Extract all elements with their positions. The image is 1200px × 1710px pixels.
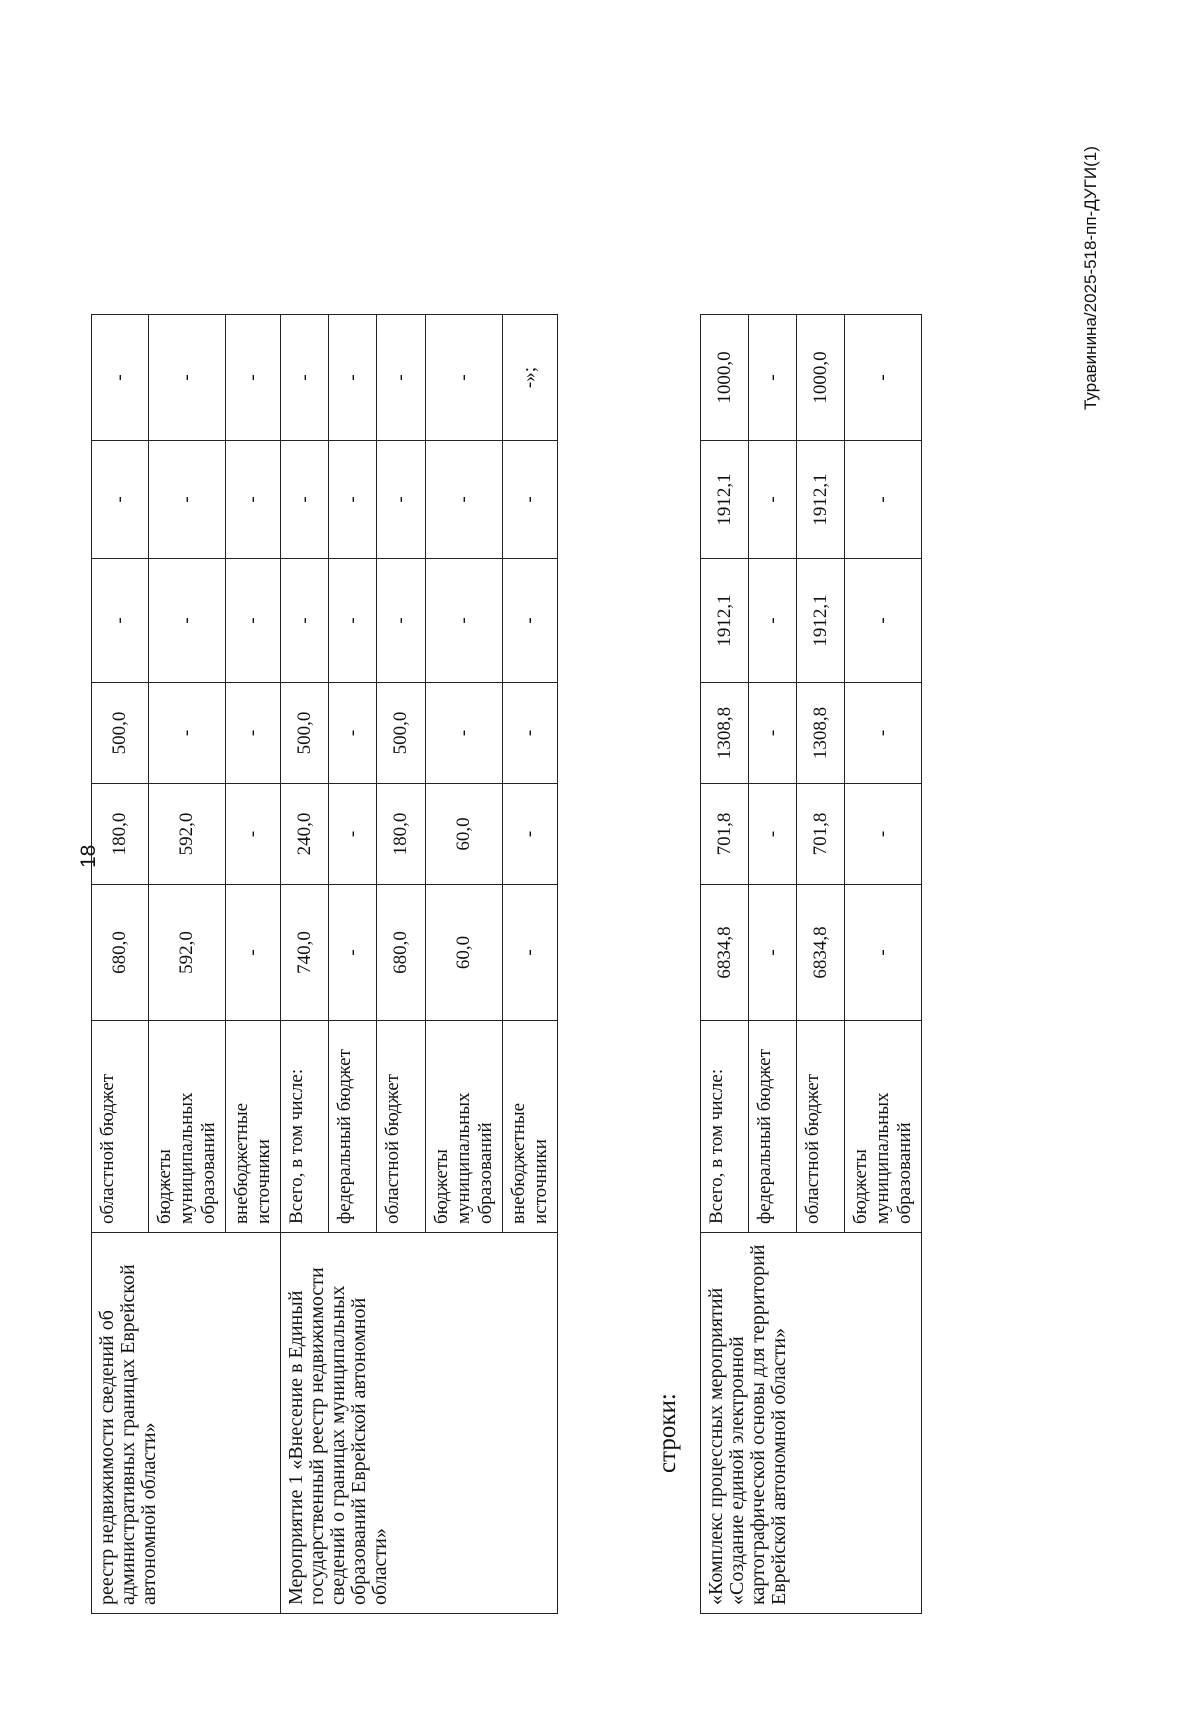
value-cell: - bbox=[377, 441, 426, 559]
value-cell: 6834,8 bbox=[701, 885, 749, 1021]
value-cell: - bbox=[503, 683, 558, 784]
value-cell: 1000,0 bbox=[701, 315, 749, 441]
value-cell: - bbox=[281, 441, 329, 559]
value-cell: 701,8 bbox=[701, 784, 749, 885]
value-cell: - bbox=[226, 784, 281, 885]
value-cell: 500,0 bbox=[377, 683, 426, 784]
value-cell: - bbox=[226, 885, 281, 1021]
value-cell: - bbox=[149, 559, 226, 683]
funding-source: областной бюджет bbox=[797, 1021, 845, 1233]
value-cell: 680,0 bbox=[377, 885, 426, 1021]
table-row bbox=[281, 315, 329, 1614]
value-cell: - bbox=[749, 315, 797, 441]
value-cell: - bbox=[845, 683, 922, 784]
value-cell: 1912,1 bbox=[701, 559, 749, 683]
value-cell: - bbox=[226, 683, 281, 784]
value-cell: 1912,1 bbox=[797, 441, 845, 559]
value-cell: 1308,8 bbox=[797, 683, 845, 784]
value-cell: 180,0 bbox=[92, 784, 149, 885]
value-cell: - bbox=[503, 885, 558, 1021]
budget-table-new-rows bbox=[700, 314, 922, 1614]
value-cell: -»; bbox=[503, 315, 558, 441]
value-cell: - bbox=[426, 441, 503, 559]
value-cell: 1308,8 bbox=[701, 683, 749, 784]
funding-source: бюджеты муниципальных образований bbox=[149, 1021, 226, 1233]
budget-table-continued bbox=[91, 314, 558, 1614]
value-cell: - bbox=[749, 784, 797, 885]
value-cell: 180,0 bbox=[377, 784, 426, 885]
activity-description: «Комплекс процессных мероприятий «Создание единой электронной картографической основы для территорий Еврейской автономной области» bbox=[701, 1233, 922, 1614]
value-cell: - bbox=[503, 559, 558, 683]
funding-source: бюджеты муниципальных образований bbox=[426, 1021, 503, 1233]
table-row bbox=[701, 315, 749, 1614]
value-cell: - bbox=[149, 441, 226, 559]
value-cell: 740,0 bbox=[281, 885, 329, 1021]
value-cell: - bbox=[426, 315, 503, 441]
value-cell: - bbox=[845, 315, 922, 441]
value-cell: - bbox=[92, 315, 149, 441]
value-cell: 500,0 bbox=[281, 683, 329, 784]
value-cell: 1000,0 bbox=[797, 315, 845, 441]
value-cell: - bbox=[329, 441, 377, 559]
value-cell: - bbox=[426, 559, 503, 683]
funding-source: федеральный бюджет bbox=[749, 1021, 797, 1233]
value-cell: - bbox=[377, 559, 426, 683]
value-cell: - bbox=[329, 559, 377, 683]
value-cell: - bbox=[92, 559, 149, 683]
funding-source: федеральный бюджет bbox=[329, 1021, 377, 1233]
value-cell: - bbox=[226, 315, 281, 441]
value-cell: 60,0 bbox=[426, 885, 503, 1021]
funding-source: внебюджетные источники bbox=[226, 1021, 281, 1233]
value-cell: 1912,1 bbox=[701, 441, 749, 559]
value-cell: - bbox=[426, 683, 503, 784]
value-cell: - bbox=[845, 885, 922, 1021]
value-cell: - bbox=[845, 784, 922, 885]
value-cell: 500,0 bbox=[92, 683, 149, 784]
value-cell: 592,0 bbox=[149, 784, 226, 885]
section-label: строки: bbox=[654, 1393, 681, 1473]
value-cell: - bbox=[845, 441, 922, 559]
value-cell: - bbox=[503, 784, 558, 885]
value-cell: - bbox=[377, 315, 426, 441]
value-cell: - bbox=[329, 885, 377, 1021]
value-cell: - bbox=[329, 315, 377, 441]
table-row bbox=[92, 315, 149, 1614]
value-cell: - bbox=[749, 441, 797, 559]
value-cell: 1912,1 bbox=[797, 559, 845, 683]
value-cell: - bbox=[149, 683, 226, 784]
value-cell: - bbox=[149, 315, 226, 441]
value-cell: 6834,8 bbox=[797, 885, 845, 1021]
funding-source: бюджеты муниципальных образований bbox=[845, 1021, 922, 1233]
document-reference: Туравинина/2025-518-пп-ДУГИ(1) bbox=[1081, 146, 1100, 410]
value-cell: - bbox=[749, 683, 797, 784]
value-cell: 592,0 bbox=[149, 885, 226, 1021]
value-cell: - bbox=[329, 784, 377, 885]
funding-source: Всего, в том числе: bbox=[701, 1021, 749, 1233]
value-cell: - bbox=[749, 885, 797, 1021]
value-cell: - bbox=[329, 683, 377, 784]
value-cell: - bbox=[281, 559, 329, 683]
activity-description: реестр недвижимости сведений об административных границах Еврейской автономной области» bbox=[92, 1233, 281, 1614]
value-cell: - bbox=[281, 315, 329, 441]
activity-description: Мероприятие 1 «Внесение в Единый государственный реестр недвижимости сведений о границах муниципальных образований Еврейской автономной области» bbox=[281, 1233, 558, 1614]
value-cell: - bbox=[845, 559, 922, 683]
value-cell: - bbox=[226, 559, 281, 683]
page-number: 18 bbox=[77, 844, 100, 868]
funding-source: областной бюджет bbox=[377, 1021, 426, 1233]
value-cell: 680,0 bbox=[92, 885, 149, 1021]
value-cell: - bbox=[92, 441, 149, 559]
value-cell: - bbox=[503, 441, 558, 559]
value-cell: 240,0 bbox=[281, 784, 329, 885]
value-cell: 60,0 bbox=[426, 784, 503, 885]
funding-source: внебюджетные источники bbox=[503, 1021, 558, 1233]
value-cell: - bbox=[226, 441, 281, 559]
funding-source: областной бюджет bbox=[92, 1021, 149, 1233]
funding-source: Всего, в том числе: bbox=[281, 1021, 329, 1233]
value-cell: - bbox=[749, 559, 797, 683]
value-cell: 701,8 bbox=[797, 784, 845, 885]
